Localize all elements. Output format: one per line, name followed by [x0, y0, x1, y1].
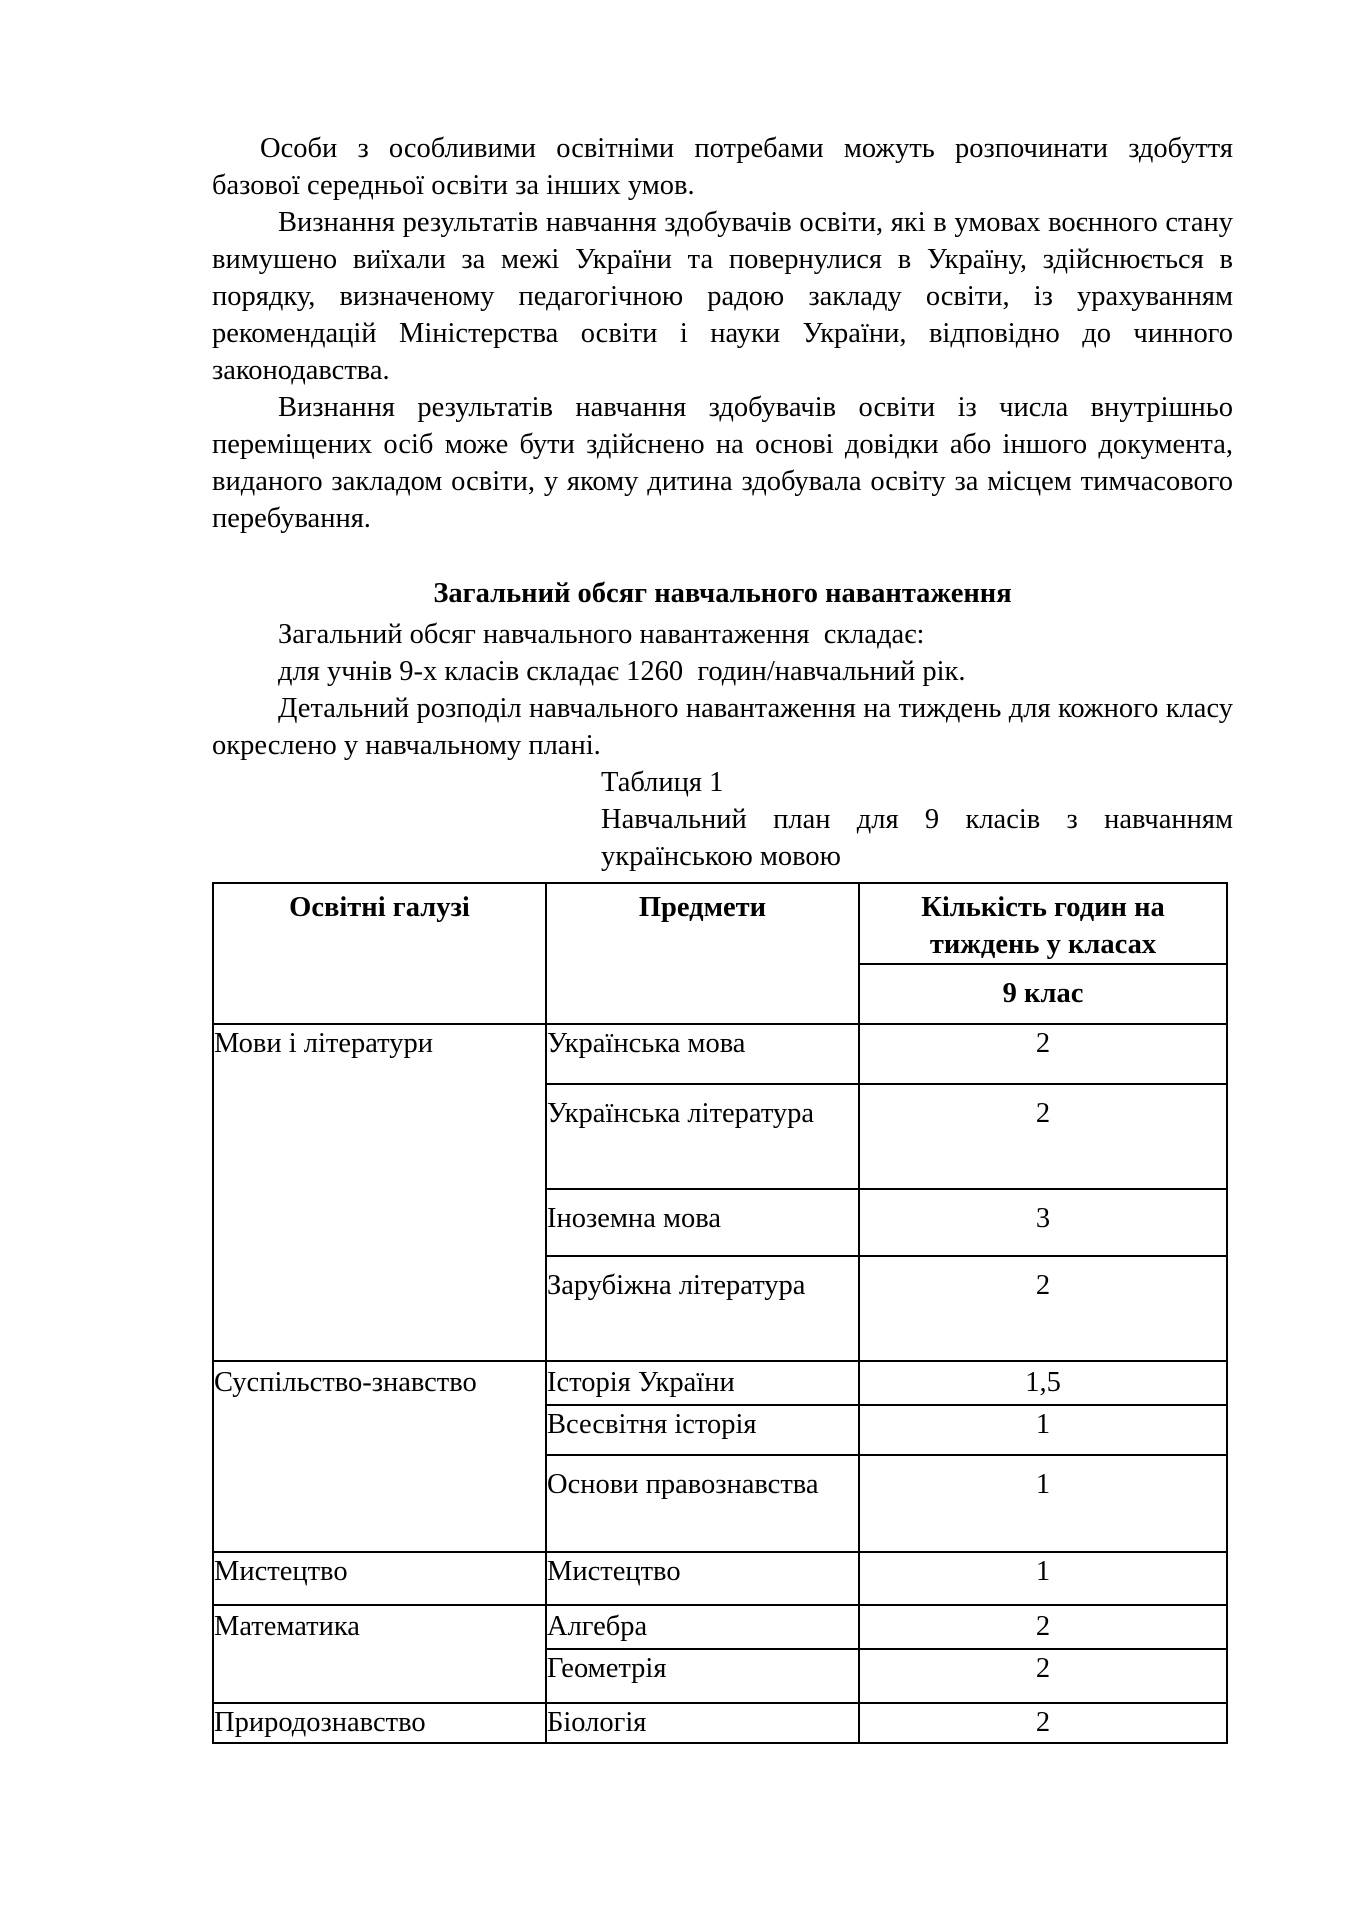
paragraph-recognition-displaced: Визнання результатів навчання здобувачів освіти із числа внутрішньо переміщених осіб може бути здійснено на основі довідки або іншого документа, виданого закладом освіти, у якому дитина здобувала освіту за місцем тимчасового перебування. — [212, 392, 1233, 534]
hours-cell: 2 — [859, 1256, 1227, 1361]
domain-cell: Математика — [213, 1605, 546, 1703]
hours-cell: 2 — [859, 1649, 1227, 1703]
domain-cell: Мови і літератури — [213, 1024, 546, 1361]
table-caption — [601, 764, 1233, 875]
hours-cell: 1 — [859, 1552, 1227, 1605]
header-grade: 9 клас — [859, 964, 1227, 1024]
section-heading: Загальний обсяг навчального навантаження — [433, 578, 1012, 609]
subject-cell: Зарубіжна література — [546, 1256, 859, 1361]
table-row — [213, 1024, 1227, 1084]
curriculum-table — [212, 882, 1228, 1744]
hours-cell: 1,5 — [859, 1361, 1227, 1405]
subject-cell: Історія України — [546, 1361, 859, 1405]
subject-cell: Мистецтво — [546, 1552, 859, 1605]
hours-cell: 1 — [859, 1455, 1227, 1552]
subject-cell: Геометрія — [546, 1649, 859, 1703]
subject-cell: Українська мова — [546, 1024, 859, 1084]
hours-cell: 1 — [859, 1405, 1227, 1455]
domain-cell: Мистецтво — [213, 1552, 546, 1605]
table-title-line-1: Навчальний план для 9 класів з навчанням — [601, 804, 1233, 835]
subject-cell: Всесвітня історія — [546, 1405, 859, 1455]
subject-cell: Біологія — [546, 1703, 859, 1743]
table-label: Таблиця 1 — [601, 767, 724, 798]
hours-cell: 3 — [859, 1189, 1227, 1256]
table-title-line-2: українською мовою — [601, 841, 841, 872]
hours-cell: 2 — [859, 1605, 1227, 1649]
table-row — [213, 1361, 1227, 1405]
section-paragraph: Детальний розподіл навчального навантаження на тиждень для кожного класу окреслено у навчальному плані. — [212, 693, 1233, 761]
hours-cell: 2 — [859, 1024, 1227, 1084]
subject-cell: Основи правознавства — [546, 1455, 859, 1552]
table-row — [213, 1605, 1227, 1649]
table-row — [213, 1552, 1227, 1605]
header-subject: Предмети — [546, 883, 859, 1024]
header-hours: Кількість годин на тиждень у класах — [859, 883, 1227, 964]
document-body — [212, 130, 1233, 875]
subject-cell: Алгебра — [546, 1605, 859, 1649]
subject-cell: Іноземна мова — [546, 1189, 859, 1256]
section-line-1: Загальний обсяг навчального навантаження складає: — [278, 619, 925, 650]
table-row — [213, 1703, 1227, 1743]
domain-cell: Суспільство-знавство — [213, 1361, 546, 1552]
domain-cell: Природознавство — [213, 1703, 546, 1743]
hours-cell: 2 — [859, 1084, 1227, 1189]
hours-cell: 2 — [859, 1703, 1227, 1743]
paragraph-recognition-abroad: Визнання результатів навчання здобувачів освіти, які в умовах воєнного стану вимушено виїхали за межі України та повернулися в Україну, здійснюється в порядку, визначеному педагогічною радою закладу освіти, із урахуванням рекомендацій Міністерства освіти і науки України, відповідно до чинного законодавства. — [212, 207, 1233, 386]
paragraph-special-needs: Особи з особливими освітніми потребами можуть розпочинати здобуття базової середньої освіти за інших умов. — [212, 133, 1233, 201]
section-line-2: для учнів 9-х класів складає 1260 годин/навчальний рік. — [278, 656, 966, 687]
subject-cell: Українська література — [546, 1084, 859, 1189]
header-domain: Освітні галузі — [213, 883, 546, 1024]
